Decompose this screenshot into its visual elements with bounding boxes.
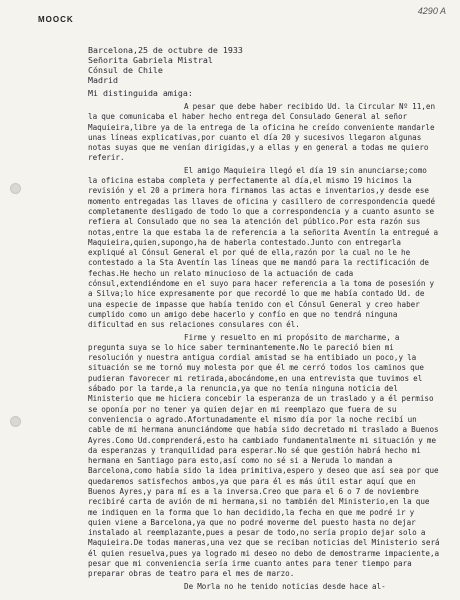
recipient-title: Cónsul de Chile: [88, 65, 163, 75]
letter-body: [88, 102, 440, 592]
paragraph: Firme y resuelto en mi propósito de marcharme, a pregunta suya se lo hice saber terminantemente.No le pareció bien mi resolución y nuestra antigua cordial amistad se ha entibiado un poco,y la situación se me tornó muy molesta por que él me cerró todos los caminos que pudieran favorecer mi retirada,abocándome,en una entrevista que tuvimos el sábado por la tarde,a la renuncia,ya que no tenía ninguna noticia del Ministerio que me hiciera concebir la esperanza de un traslado y a él permiso se oponía por no tener ya quien dejar en mi reemplazo que fuera de su conveniencia o agrado.Afortunadamente el mismo día por la noche recibí un cable de mi hermana anunciándome que había sido decretado mi traslado a Buenos Ayres.Como Ud.comprenderá,esto ha cambiado fundamentalmente mi situación y me da esperanzas y tranquilidad para esperar.No sé que gestión habrá hecho mi hermana en Santiago para esto,así como no sé si a Neruda lo mandan a Barcelona,como había sido la idea primitiva,espero y deseo que así sea por que quedaremos satisfechos ambos,ya que para él es más útil estar aquí que en Buenos Ayres,y para mí es a la inversa.Creo que para el 6 o 7 de noviembre recibiré carta de avión de mi hermana,si no también del Ministerio,en la que me indiquen en la forma que lo han decidido,la fecha en que me podré ir y quien viene a Barcelona,ya que no podré moverme del puesto hasta no dejar instalado al reemplazante,pues a pesar de todo,no sería propio dejar solo a Maquieira.De todas maneras,una vez que se reciban noticias del Ministerio será él quien resuelva,pues ya logrado mi deseo no debo de demostrarme impaciente,a pesar que mi conveniencia sería irme cuanto antes para tener tiempo para preparar obras de teatro para el mes de marzo.: [88, 332, 440, 579]
punch-hole-icon: [10, 416, 21, 427]
letterhead: MOOCK: [38, 15, 74, 24]
punch-hole-icon: [10, 183, 21, 194]
recipient-name: Señorita Gabriela Mistral: [88, 55, 213, 65]
recipient-city: Madrid: [88, 75, 118, 85]
paragraph: El amigo Maquieira llegó el día 19 sin anunciarse;como la oficina estaba completa y perfectamente al día,el mismo 19 hicimos la revisión y el 20 a primera hora firmamos las actas e inventarios,y desde ese momento entregadas las llaves de oficina y casillero de correspondencia quedé completamente desligado de todo lo que a correspondencia y a cuanto asunto se refiera al Consulado que no sea la atención del público.Por esta razón sus notas,entre la que estaba la de referencia a la señorita Aventín la entregué a Maquieira,quien,supongo,ha de haberla contestado.Junto con entregarla expliqué al Cónsul General el por qué de ella,razón por la cual no le he contestado a la Sta Aventín las líneas que me mandó para la rectificación de fechas.He hecho un relato minucioso de la actuación de cada cónsul,extendiéndome en el suyo para hacer referencia a la toma de posesión y a Silva;lo hice expresamente por que recordé lo que me había contado Ud. de una especie de impasse que había tenido con el Cónsul General y creo haber cumplido como un amigo debe hacerlo y confío en que no tendrá ninguna dificultad en sus relaciones consulares con él.: [88, 165, 439, 330]
date-line: Barcelona,25 de octubre de 1933: [88, 45, 243, 55]
archive-mark: 4290 A: [417, 6, 446, 16]
paragraph: A pesar que debe haber recibido Ud. la Circular Nº 11,en la que comunicaba el haber hecho entrega del Consulado General al señor Maquieira,libre ya de la entrega de la oficina he creído conveniente mandarle unas líneas explicativas,por cuanto el día 20 y sucesivos llegaron algunas notas suyas que me venían dirigidas,y a ellas y en general a todas me quiero referir.: [88, 102, 436, 163]
paragraph: De Morla no he tenido noticias desde hace al-: [184, 581, 386, 591]
greeting: Mi distinguida amiga:: [88, 88, 193, 98]
